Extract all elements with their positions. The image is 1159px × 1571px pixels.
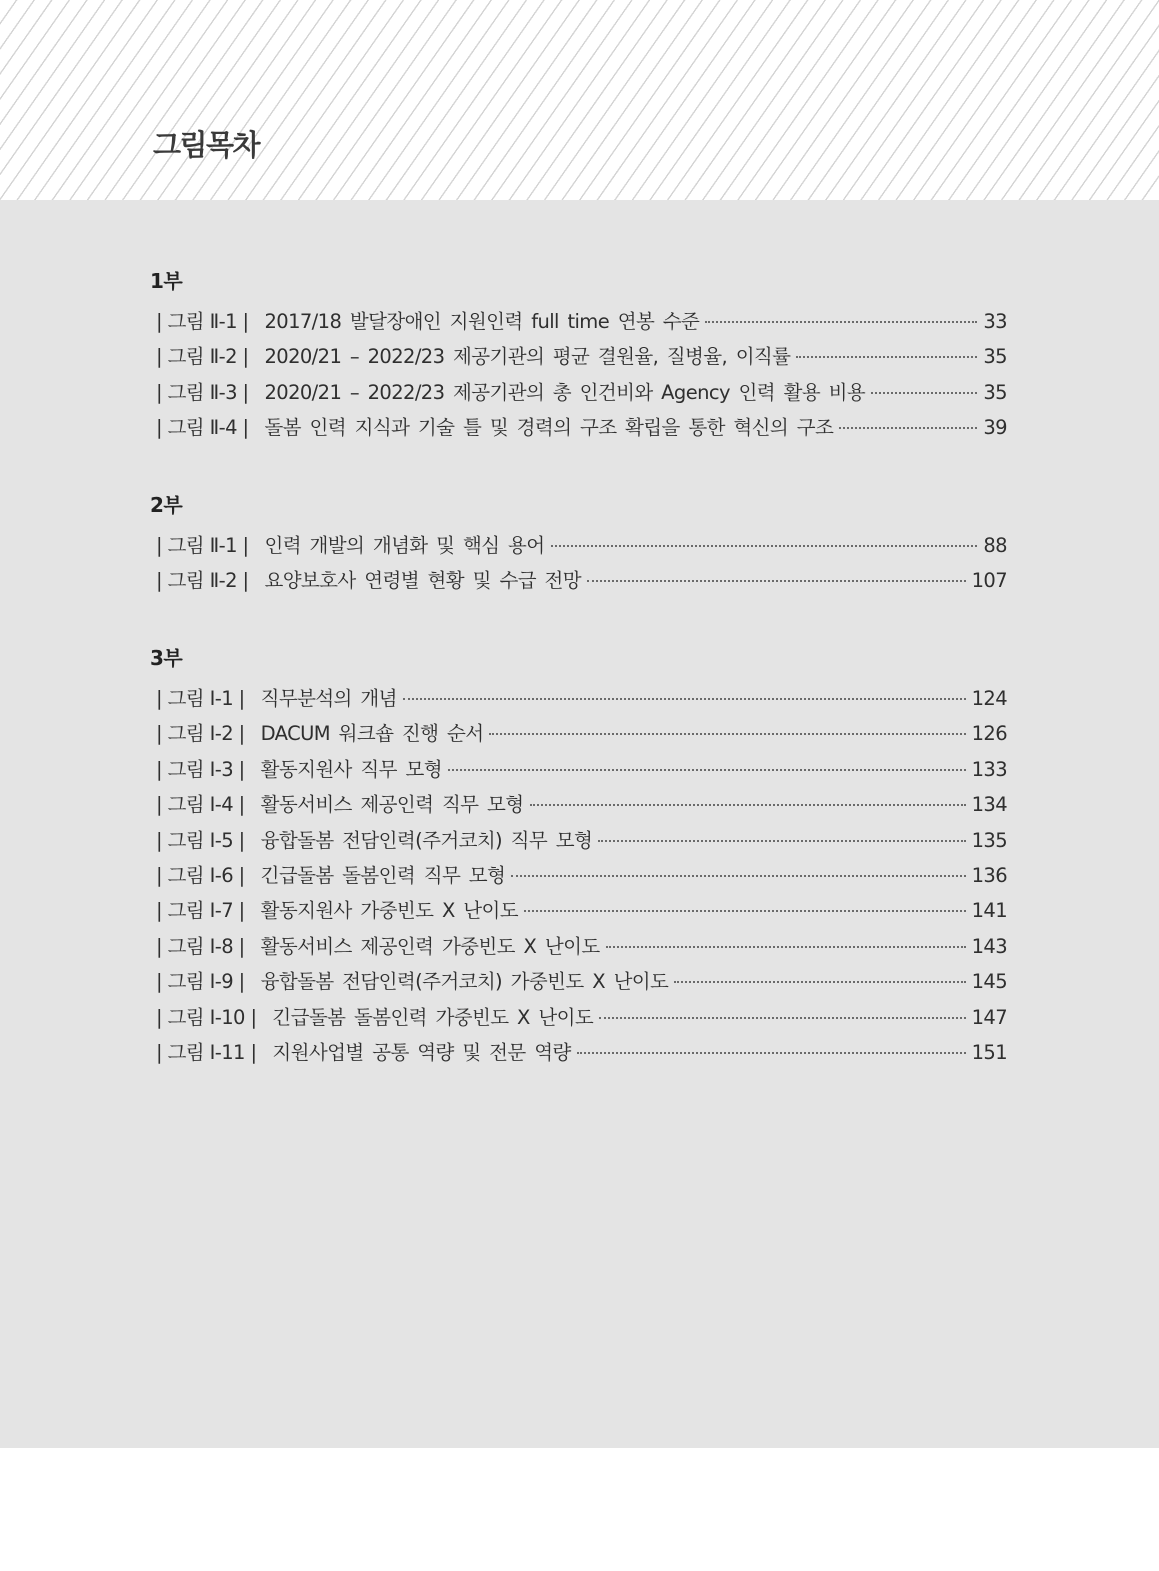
page-number: 107 [971,569,1007,593]
page-number: 126 [971,722,1007,746]
dot-leader [796,356,977,358]
dot-leader [839,427,977,429]
page-number: 39 [983,416,1007,440]
toc-section-2 [150,490,1007,599]
toc-panel [0,200,1159,1448]
dot-leader [577,1052,966,1054]
page-title: 그림목차 [153,128,260,162]
dot-leader [606,946,966,948]
page-number: 33 [983,310,1007,333]
dot-leader [705,321,977,323]
page-number: 35 [983,345,1007,369]
toc-entry[interactable] [150,964,1007,999]
dot-leader [524,910,966,912]
toc-entry[interactable] [150,716,1007,751]
figure-title: 2020/21 – 2022/23 제공기관의 평균 결원율, 질병율, 이직률 [264,345,791,369]
figure-label: | 그림 Ⅰ-7 | [156,899,245,923]
dot-leader [511,875,965,877]
figure-title: 지원사업별 공통 역량 및 전문 역량 [272,1040,571,1064]
figure-title: 활동지원사 가중빈도 X 난이도 [260,899,519,923]
toc-entry[interactable] [150,787,1007,822]
figure-label: | 그림 Ⅰ-11 | [156,1040,257,1064]
figure-label: | 그림 Ⅱ-1 | [156,310,249,333]
figure-label: | 그림 Ⅰ-9 | [156,970,245,994]
dot-leader [448,769,966,771]
dot-leader [530,804,966,806]
page-number: 147 [971,1005,1007,1029]
toc-entry[interactable] [150,1000,1007,1035]
page-number: 133 [971,757,1007,781]
figure-title: 긴급돌봄 돌봄인력 직무 모형 [260,863,506,887]
figure-label: | 그림 Ⅰ-6 | [156,863,245,887]
dot-leader [871,392,977,394]
page-number: 141 [971,899,1007,923]
figure-title: 2017/18 발달장애인 지원인력 full time 연봉 수준 [264,310,700,333]
page-number: 135 [971,828,1007,852]
figure-label: | 그림 Ⅱ-2 | [156,569,249,593]
figure-title: 돌봄 인력 지식과 기술 틀 및 경력의 구조 확립을 통한 혁신의 구조 [264,416,834,440]
section-heading: 3부 [150,646,183,670]
toc-entry[interactable] [150,823,1007,858]
dot-leader [587,580,966,582]
section-heading: 2부 [150,493,183,517]
page-number: 136 [971,863,1007,887]
figure-label: | 그림 Ⅰ-4 | [156,793,245,817]
dot-leader [599,1017,965,1019]
figure-title: 인력 개발의 개념화 및 핵심 용어 [264,534,545,557]
figure-label: | 그림 Ⅱ-1 | [156,534,249,557]
figure-title: 요양보호사 연령별 현황 및 수급 전망 [264,569,582,593]
page-number: 35 [983,380,1007,404]
figure-label: | 그림 Ⅱ-4 | [156,416,249,440]
toc-entry[interactable] [150,893,1007,928]
dot-leader [403,698,966,700]
toc-entry[interactable] [150,858,1007,893]
toc-entry[interactable] [150,410,1007,445]
figure-title: 2020/21 – 2022/23 제공기관의 총 인건비와 Agency 인력 활용 비용 [264,380,866,404]
toc-entry[interactable] [150,752,1007,787]
toc-entry[interactable] [150,1035,1007,1070]
header-banner [0,0,1159,200]
figure-title: 융합돌봄 전담인력(주거코치) 가중빈도 X 난이도 [260,970,669,994]
figure-title: 긴급돌봄 돌봄인력 가중빈도 X 난이도 [272,1005,594,1029]
figure-title: 활동서비스 제공인력 직무 모형 [260,793,524,817]
page-number: 151 [971,1040,1007,1064]
figure-title: 활동지원사 직무 모형 [260,757,442,781]
page-number: 145 [971,970,1007,994]
toc-entry[interactable] [150,375,1007,410]
figure-label: | 그림 Ⅰ-2 | [156,722,245,746]
figure-label: | 그림 Ⅰ-10 | [156,1005,257,1029]
figure-title: DACUM 워크숍 진행 순서 [260,722,484,746]
figure-title: 활동서비스 제공인력 가중빈도 X 난이도 [260,934,600,958]
figure-label: | 그림 Ⅱ-2 | [156,345,249,369]
figure-label: | 그림 Ⅰ-5 | [156,828,245,852]
page-number: 134 [971,793,1007,817]
figure-label: | 그림 Ⅱ-3 | [156,380,249,404]
toc-entry[interactable] [150,681,1007,716]
toc-entry[interactable] [150,304,1007,339]
toc-section-1 [150,266,1007,446]
dot-leader [489,733,965,735]
page-number: 124 [971,687,1007,710]
dot-leader [674,981,965,983]
dot-leader [598,840,965,842]
toc-entry[interactable] [150,339,1007,374]
toc-entry[interactable] [150,563,1007,598]
figure-label: | 그림 Ⅰ-8 | [156,934,245,958]
page-number: 88 [983,534,1007,557]
figure-title: 직무분석의 개념 [260,687,397,710]
page-number: 143 [971,934,1007,958]
section-heading: 1부 [150,269,183,293]
dot-leader [551,545,978,547]
figure-title: 융합돌봄 전담인력(주거코치) 직무 모형 [260,828,593,852]
toc-entry[interactable] [150,528,1007,563]
figure-label: | 그림 Ⅰ-1 | [156,687,245,710]
figure-label: | 그림 Ⅰ-3 | [156,757,245,781]
toc-entry[interactable] [150,929,1007,964]
toc-section-3 [150,643,1007,1070]
